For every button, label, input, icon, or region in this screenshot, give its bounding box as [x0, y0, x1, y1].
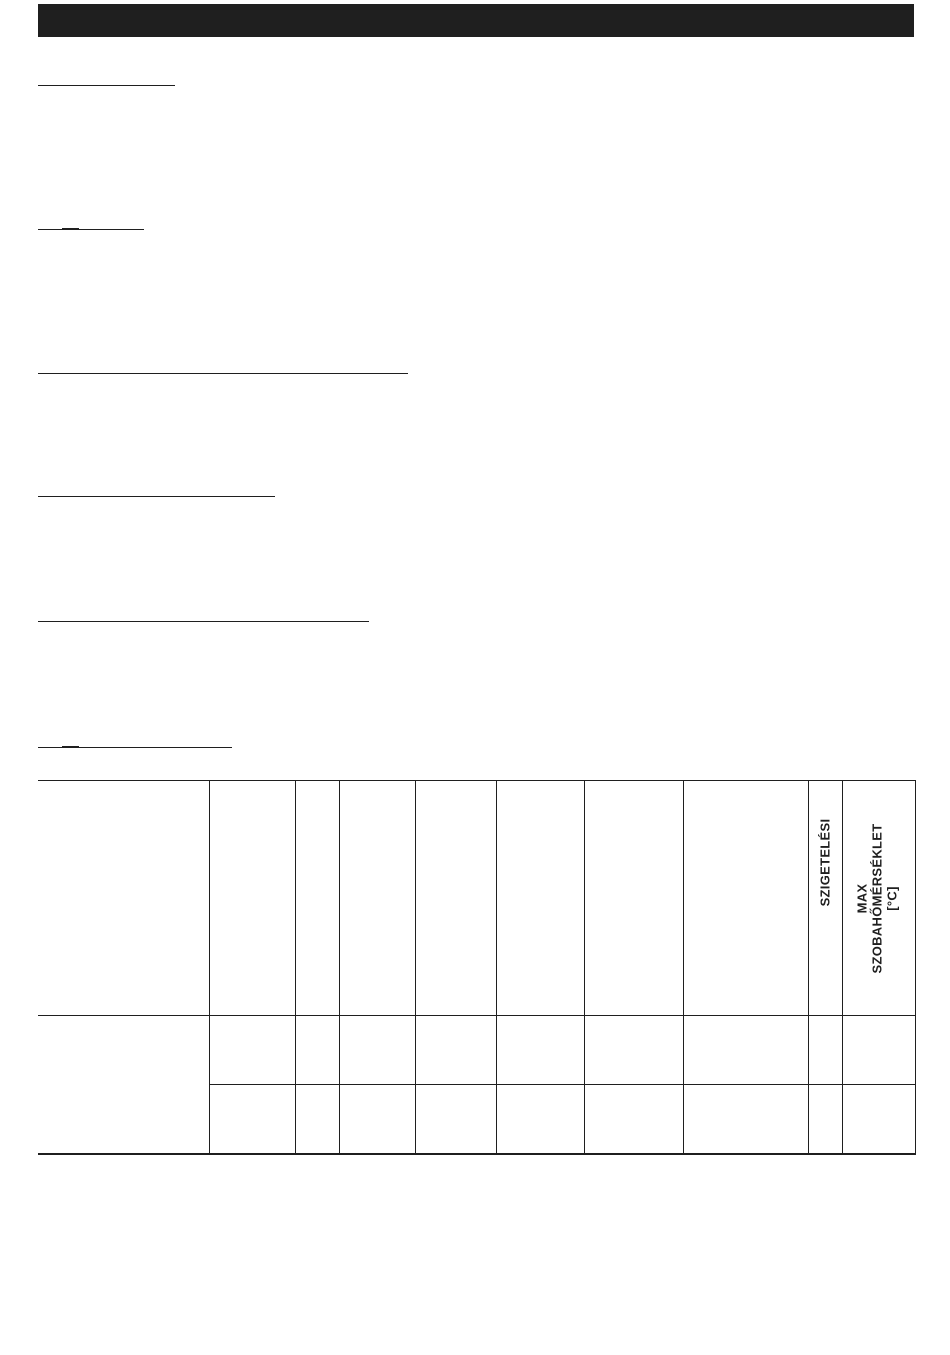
header-bar: [38, 4, 914, 37]
section-heading-rule-1: [38, 85, 175, 86]
max-temp-header-line2: SZOBAHŐMÉRSÉKLET: [869, 823, 885, 974]
table-column-divider: [415, 781, 416, 1153]
max-temp-header-line1: MAX: [854, 883, 870, 914]
max-temp-header-line3: [°C]: [884, 886, 900, 911]
table-header-divider: [38, 1015, 915, 1016]
table-column-divider: [683, 781, 684, 1153]
table-column-divider: [295, 781, 296, 1153]
section-heading-rule-2: [38, 229, 144, 230]
section-heading-mark-2: [62, 228, 79, 230]
section-heading-mark-6: [62, 746, 79, 748]
table-column-divider: [339, 781, 340, 1153]
table-column-divider: [584, 781, 585, 1153]
max-room-temperature-header: [855, 799, 900, 999]
table-column-divider: [496, 781, 497, 1153]
specification-table: [38, 780, 916, 1155]
table-column-divider: [808, 781, 809, 1153]
table-column-divider: [209, 781, 210, 1153]
table-column-divider: [842, 781, 843, 1153]
insulation-class-header: SZIGETELÉSI: [817, 818, 833, 907]
section-heading-rule-3: [38, 373, 408, 374]
table-row-divider: [209, 1084, 915, 1085]
section-heading-rule-4: [38, 496, 275, 497]
section-heading-rule-5: [38, 621, 369, 622]
